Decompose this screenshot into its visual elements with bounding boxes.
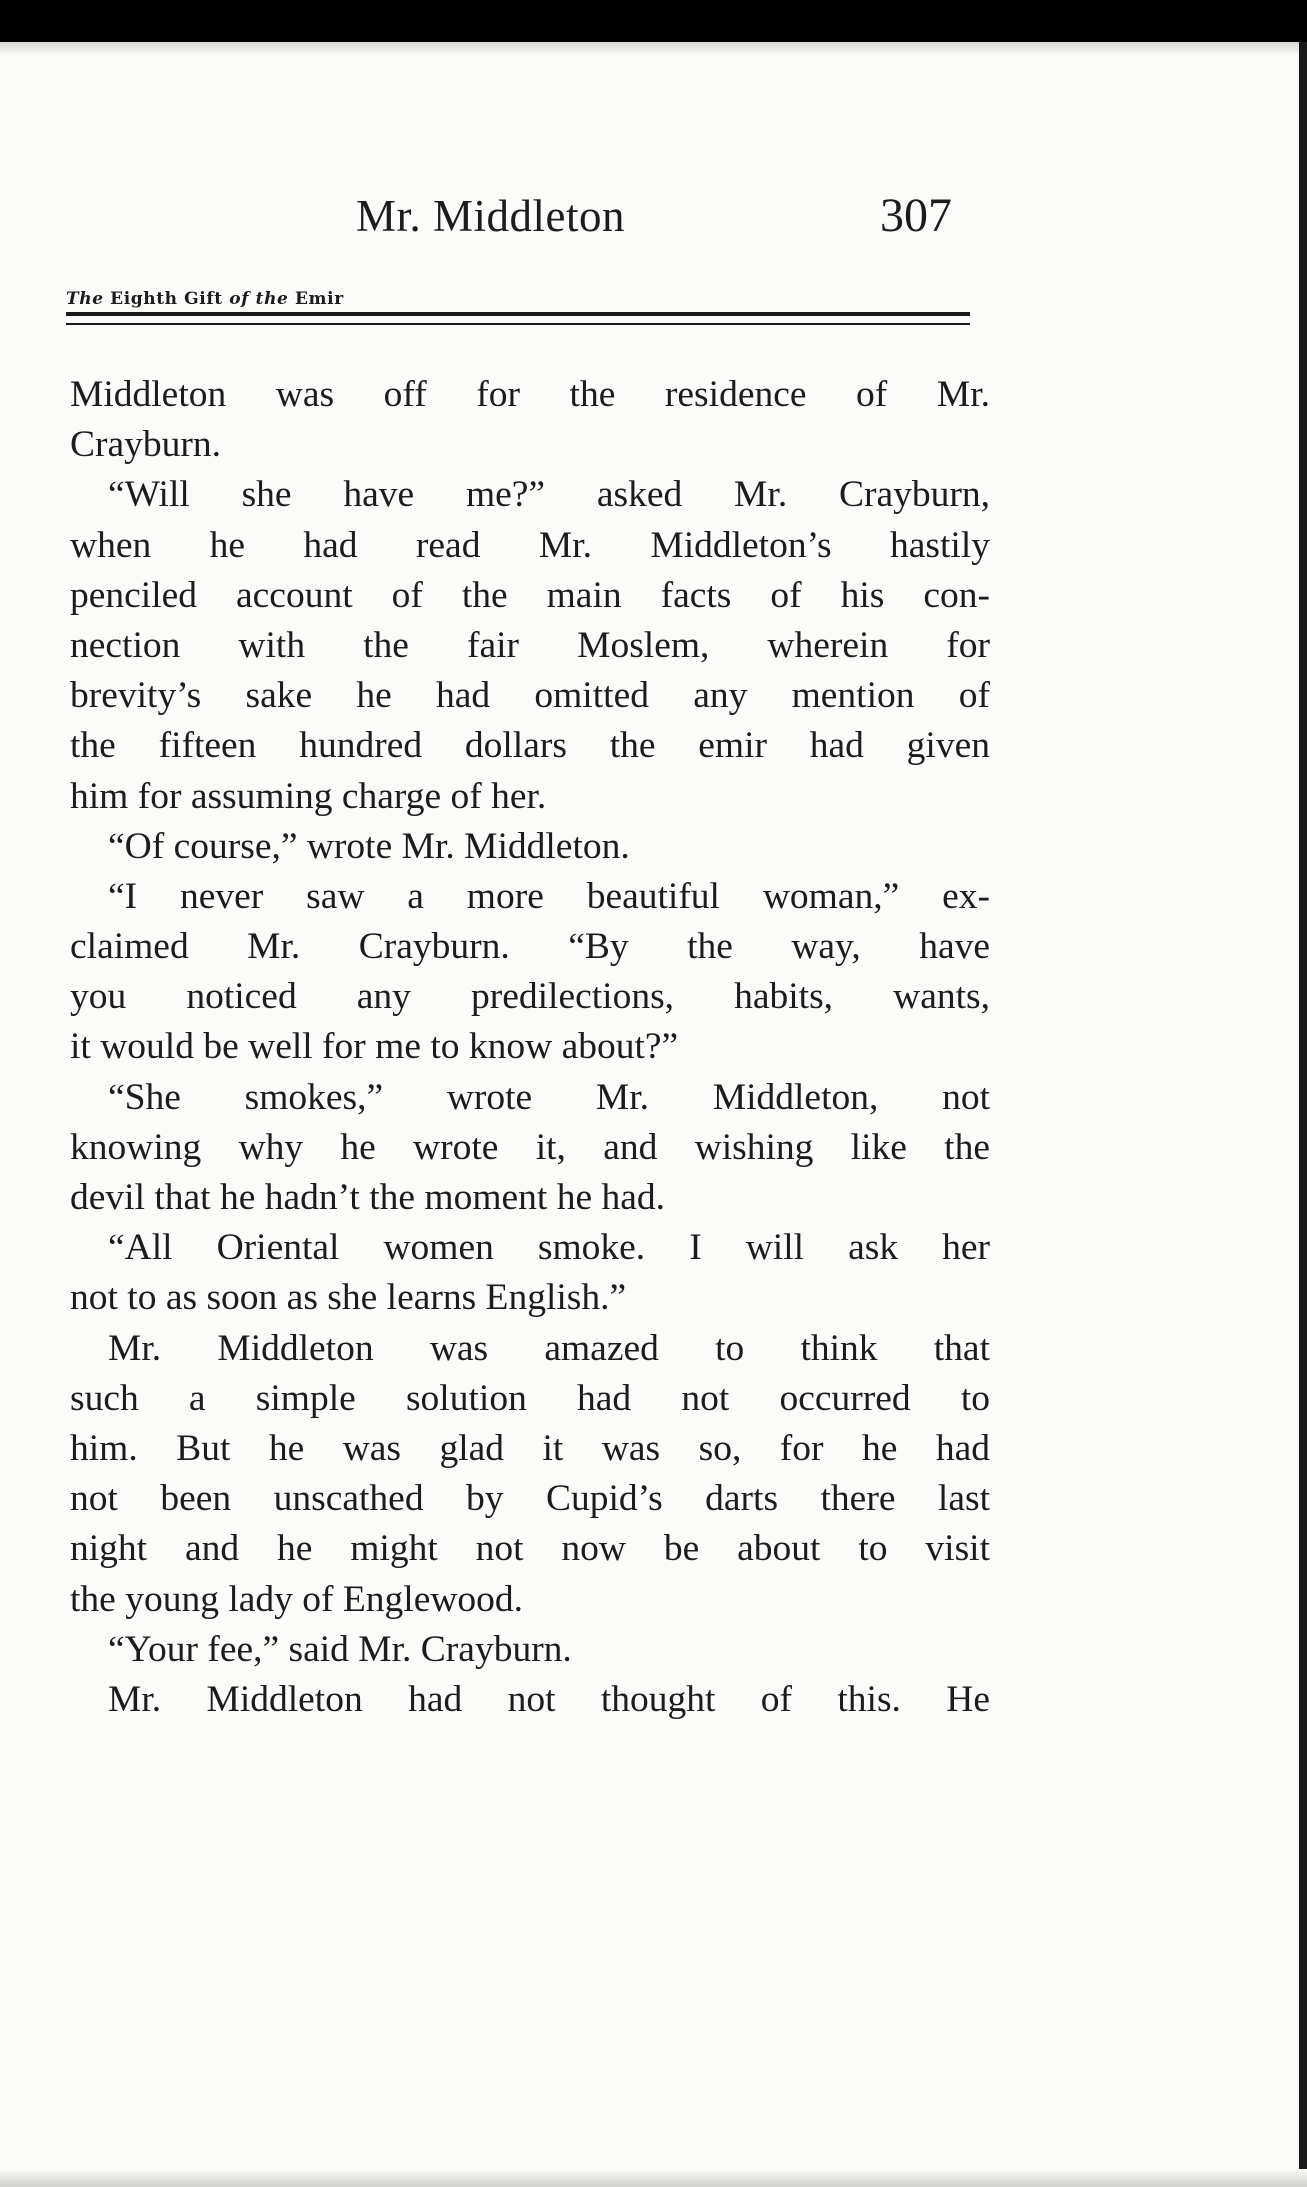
header-rule-thin: [66, 323, 970, 325]
text-line: devil that he hadn’t the moment he had.: [70, 1177, 665, 1218]
text-line: not been unscathed by Cupid’s darts there last: [70, 1478, 990, 1520]
text-line: the fifteen hundred dollars the emir had given: [70, 725, 990, 767]
text-line: night and he might not now be about to visit: [70, 1528, 990, 1570]
text-line: him. But he was glad it was so, for he had: [70, 1427, 990, 1469]
text-line: “Of course,” wrote Mr. Middleton.: [108, 825, 630, 867]
text-line: Mr. Middleton had not thought of this. He: [108, 1678, 990, 1720]
text-line: penciled account of the main facts of his con-: [70, 574, 990, 616]
book-title-of: of the: [229, 289, 289, 309]
text-line: “Your fee,” said Mr. Crayburn.: [108, 1628, 572, 1670]
book-title: [66, 289, 344, 309]
text-line: “She smokes,” wrote Mr. Middleton, not: [108, 1076, 990, 1118]
text-line: the young lady of Englewood.: [70, 1578, 524, 1620]
text-line: “Will she have me?” asked Mr. Crayburn,: [108, 474, 990, 516]
text-line: “All Oriental women smoke. I will ask her: [108, 1227, 990, 1269]
text-line: you noticed any predilections, habits, wants,: [70, 976, 990, 1018]
text-line: him for assuming charge of her.: [70, 775, 547, 817]
text-line: claimed Mr. Crayburn. “By the way, have: [70, 926, 990, 968]
body-text: [70, 370, 990, 1725]
text-line: knowing why he wrote it, and wishing like the: [70, 1126, 990, 1168]
text-line: it would be well for me to know about?”: [70, 1026, 679, 1068]
book-title-main: Eighth Gift: [110, 289, 223, 309]
book-title-end: Emir: [294, 289, 344, 309]
text-line: Middleton was off for the residence of Mr.: [70, 374, 990, 415]
text-line: “I never saw a more beautiful woman,” ex-: [108, 875, 990, 917]
text-line: when he had read Mr. Middleton’s hastily: [70, 524, 990, 566]
running-title: Mr. Middleton: [356, 191, 626, 241]
text-line: Crayburn.: [70, 424, 222, 466]
header-rule-thick: [66, 312, 970, 316]
text-line: brevity’s sake he had omitted any mention of: [70, 675, 990, 717]
text-line: such a simple solution had not occurred to: [70, 1377, 990, 1419]
page-top-fold: [0, 42, 1307, 56]
page-number: 307: [880, 189, 952, 242]
page-right-edge: [1299, 42, 1307, 2187]
text-line: Mr. Middleton was amazed to think that: [108, 1327, 990, 1369]
text-line: nection with the fair Moslem, wherein for: [70, 624, 990, 666]
book-title-prefix: The: [66, 289, 104, 309]
book-page: [0, 42, 1307, 2187]
text-line: not to as soon as she learns English.”: [70, 1277, 627, 1319]
page-bottom-fold: [0, 2169, 1307, 2187]
